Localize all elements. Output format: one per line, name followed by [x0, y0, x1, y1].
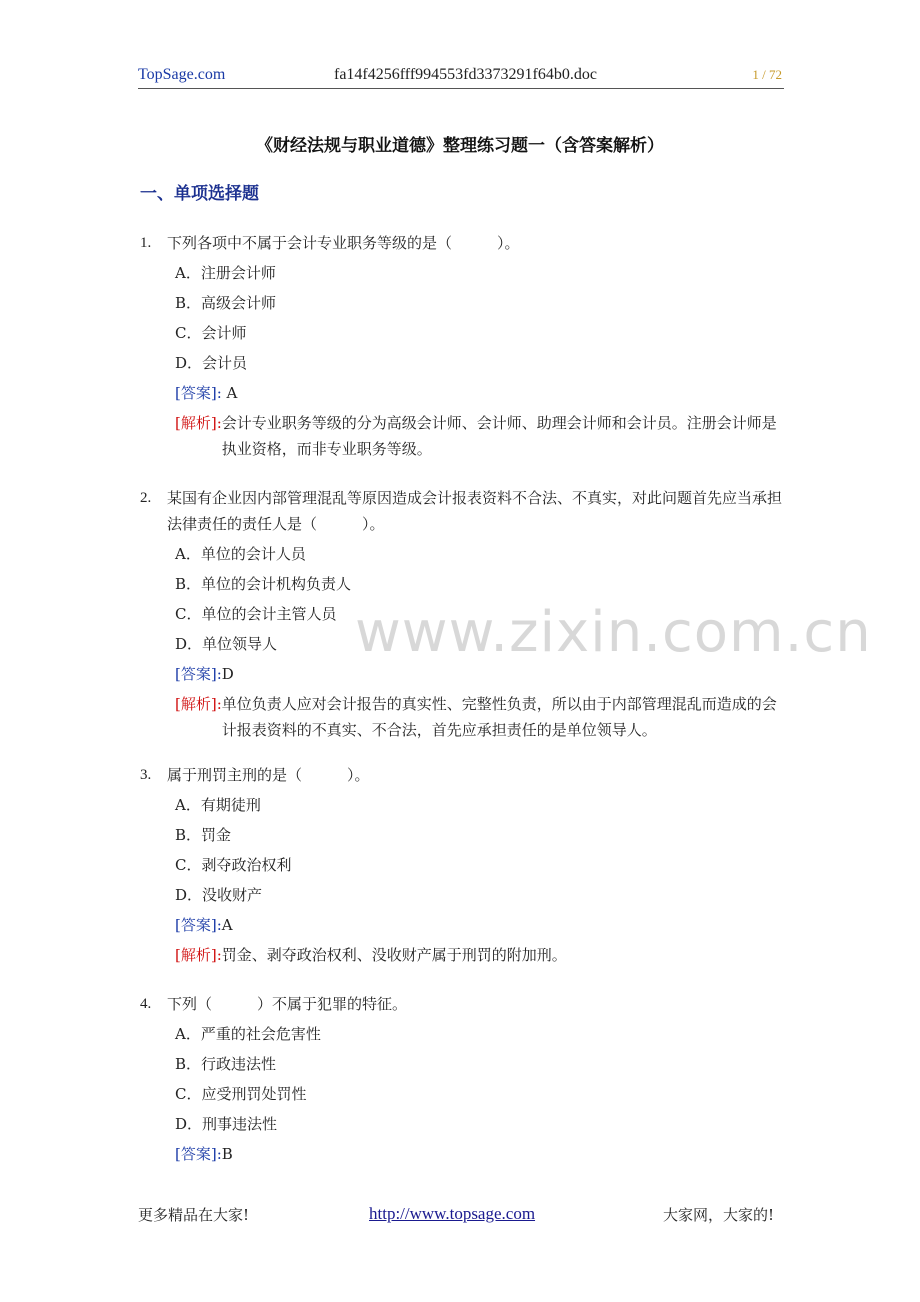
page-separator: /: [758, 67, 769, 82]
answer-value: A: [221, 916, 233, 934]
question-stem: 下列（ ）不属于犯罪的特征。: [167, 995, 408, 1013]
footer-link[interactable]: http://www.topsage.com: [369, 1204, 536, 1223]
page-header: [138, 66, 784, 89]
page-footer: [138, 1204, 784, 1228]
option-b: B．行政违法性: [175, 1055, 277, 1073]
question-number: 2.: [140, 490, 152, 506]
question-number: 1.: [140, 235, 152, 251]
answer-label: [答案]:: [175, 665, 222, 683]
answer-line: [175, 1141, 784, 1167]
answer-value: A: [221, 384, 238, 402]
option-a: A．注册会计师: [175, 264, 276, 282]
answer-line: [175, 380, 784, 406]
question-3: [140, 762, 784, 968]
option-b: B．高级会计师: [175, 294, 277, 312]
question-stem: 下列各项中不属于会计专业职务等级的是（ ）。: [167, 234, 520, 252]
document-title: 《财经法规与职业道德》整理练习题一（含答案解析）: [256, 136, 664, 156]
watermark: www.zixin.com.cn: [355, 600, 872, 665]
explanation: [175, 410, 784, 462]
option-c: C．单位的会计主管人员: [175, 605, 337, 623]
explanation-label: [解析]:: [175, 946, 222, 964]
explanation: [175, 942, 784, 968]
option-a: A．严重的社会危害性: [175, 1025, 321, 1043]
page-total: 72: [769, 67, 782, 82]
footer-right-text: 大家网，大家的!: [662, 1206, 774, 1224]
option-d: D．会计员: [175, 354, 248, 372]
option-d: D．刑事违法性: [175, 1115, 278, 1133]
option-b: B．单位的会计机构负责人: [175, 575, 352, 593]
option-b: B．罚金: [175, 826, 232, 844]
explanation-text: 单位负责人应对会计报告的真实性、完整性负责，所以由于内部管理混乱而造成的会计报表资料的不真实、不合法，首先应承担责任的是单位领导人。: [221, 695, 777, 739]
header-page-number: [752, 67, 782, 83]
answer-label: [答案]:: [175, 1145, 222, 1163]
question-2: [140, 485, 784, 743]
question-number: 4.: [140, 996, 152, 1012]
question-stem: 某国有企业因内部管理混乱等原因造成会计报表资料不合法、不真实，对此问题首先应当承担法律责任的责任人是（ ）。: [167, 489, 783, 533]
question-stem: 属于刑罚主刑的是（ ）。: [167, 766, 370, 784]
option-c: C．剥夺政治权利: [175, 856, 292, 874]
header-filename: fa14f4256fff994553fd3373291f64b0.doc: [334, 66, 597, 83]
question-number: 3.: [140, 767, 152, 783]
explanation: [175, 691, 784, 743]
explanation-text: 罚金、剥夺政治权利、没收财产属于刑罚的附加刑。: [221, 946, 567, 964]
option-a: A．单位的会计人员: [175, 545, 306, 563]
option-c: C．会计师: [175, 324, 247, 342]
answer-line: [175, 661, 784, 687]
answer-label: [答案]:: [175, 916, 222, 934]
answer-label: [答案]:: [175, 384, 222, 402]
footer-left-text: 更多精品在大家!: [138, 1206, 250, 1224]
page-current: 1: [752, 67, 759, 82]
explanation-text: 会计专业职务等级的分为高级会计师、会计师、助理会计师和会计员。注册会计师是执业资格，而非专业职务等级。: [221, 414, 777, 458]
option-d: D．没收财产: [175, 886, 263, 904]
explanation-label: [解析]:: [175, 414, 222, 432]
option-d: D．单位领导人: [175, 635, 278, 653]
answer-line: [175, 912, 784, 938]
answer-value: D: [221, 665, 234, 683]
explanation-label: [解析]:: [175, 695, 222, 713]
answer-value: B: [221, 1145, 233, 1163]
option-a: A．有期徒刑: [175, 796, 261, 814]
question-1: [140, 230, 784, 462]
question-4: [140, 991, 784, 1167]
section-heading: 一、单项选择题: [140, 184, 259, 204]
header-site: TopSage.com: [138, 66, 226, 83]
option-c: C．应受刑罚处罚性: [175, 1085, 307, 1103]
